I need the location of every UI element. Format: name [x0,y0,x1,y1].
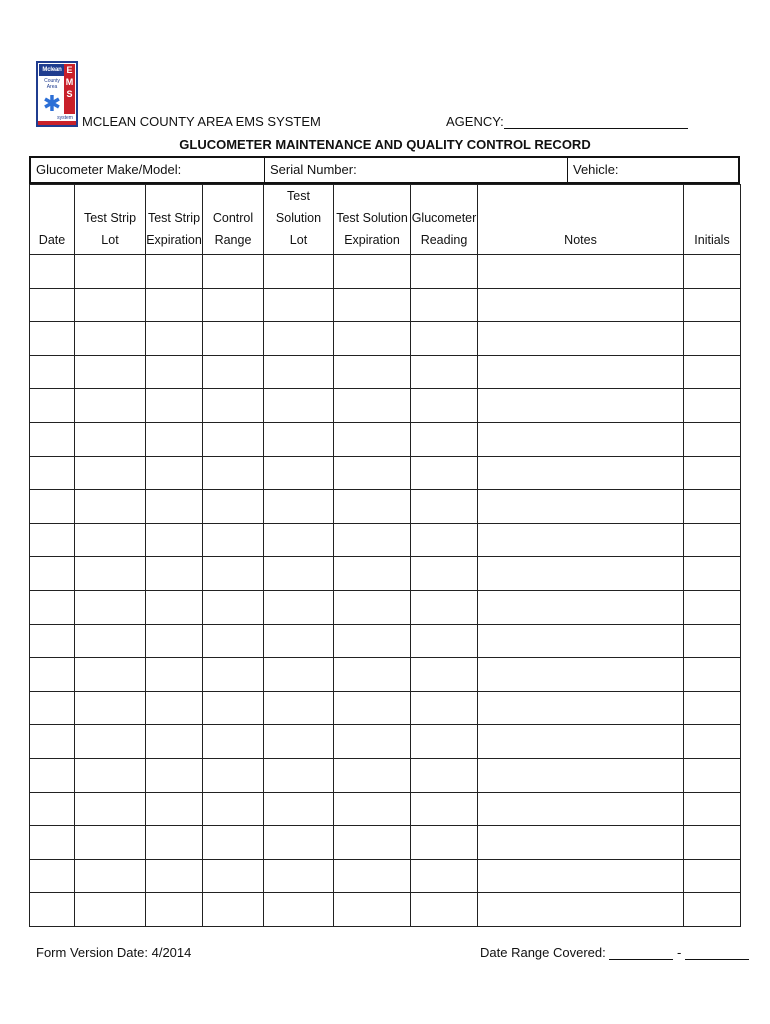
table-cell[interactable] [146,658,203,692]
table-cell[interactable] [478,826,684,860]
table-cell[interactable] [684,557,741,591]
table-cell[interactable] [478,725,684,759]
table-cell[interactable] [478,590,684,624]
table-cell[interactable] [334,288,411,322]
table-cell[interactable] [75,355,146,389]
table-cell[interactable] [30,792,75,826]
table-cell[interactable] [334,792,411,826]
table-cell[interactable] [478,490,684,524]
logo-ems-letters: E M S [64,64,75,114]
table-cell[interactable] [264,288,334,322]
table-row [30,590,741,624]
table-cell[interactable] [203,859,264,893]
table-cell[interactable] [30,322,75,356]
table-row [30,490,741,524]
make-model-field[interactable]: Glucometer Make/Model: [36,162,182,177]
table-cell[interactable] [203,456,264,490]
table-cell[interactable] [411,725,478,759]
table-cell[interactable] [684,490,741,524]
table-cell[interactable] [75,523,146,557]
table-cell[interactable] [684,288,741,322]
agency-label: AGENCY: [446,114,504,129]
table-cell[interactable] [146,691,203,725]
table-row [30,355,741,389]
table-cell[interactable] [334,826,411,860]
table-cell[interactable] [411,422,478,456]
agency-field[interactable] [446,114,688,129]
table-cell[interactable] [203,523,264,557]
table-cell[interactable] [30,456,75,490]
table-cell[interactable] [30,590,75,624]
table-row [30,893,741,927]
col-header-test-strip-expiration: Test Strip Expiration [146,185,203,255]
table-cell[interactable] [684,859,741,893]
table-cell[interactable] [264,859,334,893]
table-cell[interactable] [334,389,411,423]
table-cell[interactable] [478,422,684,456]
table-header-row [30,185,741,255]
table-cell[interactable] [264,456,334,490]
table-row [30,422,741,456]
table-cell[interactable] [264,490,334,524]
table-cell[interactable] [264,590,334,624]
table-cell[interactable] [411,859,478,893]
table-cell[interactable] [334,355,411,389]
qc-record-table [29,184,741,927]
ems-logo [36,61,78,127]
table-cell[interactable] [203,422,264,456]
table-cell[interactable] [203,355,264,389]
table-cell[interactable] [684,590,741,624]
table-cell[interactable] [146,288,203,322]
table-cell[interactable] [411,893,478,927]
table-cell[interactable] [203,557,264,591]
table-cell[interactable] [478,557,684,591]
table-row [30,792,741,826]
table-row [30,557,741,591]
page-title: GLUCOMETER MAINTENANCE AND QUALITY CONTROL RECORD [179,137,591,152]
organization-name: MCLEAN COUNTY AREA EMS SYSTEM [82,114,321,129]
col-header-test-solution-lot: Test Solution Lot [264,185,334,255]
table-cell[interactable] [203,758,264,792]
table-row [30,725,741,759]
table-cell[interactable] [146,893,203,927]
table-cell[interactable] [334,725,411,759]
date-range-covered [480,945,749,960]
table-cell[interactable] [146,590,203,624]
table-cell[interactable] [264,893,334,927]
table-cell[interactable] [684,725,741,759]
table-cell[interactable] [30,893,75,927]
table-cell[interactable] [30,658,75,692]
table-cell[interactable] [411,255,478,289]
table-cell[interactable] [264,792,334,826]
table-cell[interactable] [411,590,478,624]
table-row [30,456,741,490]
table-cell[interactable] [75,288,146,322]
table-cell[interactable] [334,255,411,289]
table-cell[interactable] [146,624,203,658]
table-cell[interactable] [684,355,741,389]
table-cell[interactable] [334,758,411,792]
table-row [30,322,741,356]
table-cell[interactable] [75,624,146,658]
table-cell[interactable] [30,389,75,423]
table-cell[interactable] [30,691,75,725]
date-range-label: Date Range Covered: [480,945,606,960]
table-cell[interactable] [684,255,741,289]
table-cell[interactable] [146,422,203,456]
table-cell[interactable] [684,826,741,860]
table-cell[interactable] [411,288,478,322]
table-cell[interactable] [203,658,264,692]
table-cell[interactable] [478,893,684,927]
table-cell[interactable] [264,826,334,860]
table-cell[interactable] [478,658,684,692]
table-cell[interactable] [30,725,75,759]
serial-number-field[interactable]: Serial Number: [264,158,567,182]
date-range-separator: - [677,945,682,960]
table-cell[interactable] [264,758,334,792]
table-cell[interactable] [478,322,684,356]
table-cell[interactable] [411,658,478,692]
table-cell[interactable] [264,725,334,759]
table-cell[interactable] [684,624,741,658]
table-cell[interactable] [334,590,411,624]
table-cell[interactable] [146,826,203,860]
table-cell[interactable] [203,792,264,826]
table-cell[interactable] [478,255,684,289]
table-row [30,523,741,557]
star-of-life-icon: ✱ [42,91,62,116]
table-cell[interactable] [75,658,146,692]
table-cell[interactable] [75,456,146,490]
table-cell[interactable] [411,792,478,826]
table-row [30,624,741,658]
table-cell[interactable] [30,288,75,322]
table-cell[interactable] [478,859,684,893]
table-cell[interactable] [30,758,75,792]
table-cell[interactable] [264,322,334,356]
table-cell[interactable] [264,691,334,725]
table-cell[interactable] [75,826,146,860]
table-cell[interactable] [146,355,203,389]
table-cell[interactable] [203,590,264,624]
table-row [30,288,741,322]
table-cell[interactable] [411,490,478,524]
table-cell[interactable] [478,758,684,792]
table-cell[interactable] [264,624,334,658]
table-cell[interactable] [146,490,203,524]
table-cell[interactable] [30,490,75,524]
col-header-test-strip-lot: Test Strip Lot [75,185,146,255]
table-cell[interactable] [334,624,411,658]
table-row [30,826,741,860]
logo-foot-text: system [57,115,73,121]
table-cell[interactable] [478,523,684,557]
table-cell[interactable] [146,557,203,591]
table-cell[interactable] [75,557,146,591]
form-version-date: Form Version Date: 4/2014 [36,945,192,960]
table-cell[interactable] [334,523,411,557]
table-cell[interactable] [203,389,264,423]
table-cell[interactable] [203,725,264,759]
table-cell[interactable] [684,322,741,356]
table-cell[interactable] [411,389,478,423]
logo-top-text: Mclean [39,64,65,76]
table-cell[interactable] [684,389,741,423]
table-cell[interactable] [30,355,75,389]
table-cell[interactable] [75,893,146,927]
col-header-date: Date [30,185,75,255]
table-body [30,255,741,927]
table-cell[interactable] [30,826,75,860]
table-cell[interactable] [684,523,741,557]
table-cell[interactable] [146,758,203,792]
table-cell[interactable] [478,355,684,389]
table-cell[interactable] [411,523,478,557]
table-cell[interactable] [334,658,411,692]
table-cell[interactable] [146,255,203,289]
col-header-glucometer-reading: Glucometer Reading [411,185,478,255]
table-cell[interactable] [30,422,75,456]
table-cell[interactable] [203,893,264,927]
table-cell[interactable] [75,725,146,759]
table-cell[interactable] [146,456,203,490]
logo-sub-text: County Area [44,78,60,90]
table-cell[interactable] [203,826,264,860]
table-cell[interactable] [75,590,146,624]
device-info-bar [29,156,740,184]
table-cell[interactable] [264,389,334,423]
table-cell[interactable] [146,389,203,423]
table-cell[interactable] [30,523,75,557]
table-cell[interactable] [30,255,75,289]
table-cell[interactable] [264,658,334,692]
table-cell[interactable] [264,557,334,591]
vehicle-field[interactable]: Vehicle: [567,158,740,182]
table-cell[interactable] [203,288,264,322]
table-cell[interactable] [478,792,684,826]
table-row [30,691,741,725]
table-cell[interactable] [264,355,334,389]
table-row [30,859,741,893]
col-header-notes: Notes [478,185,684,255]
table-cell[interactable] [75,255,146,289]
date-range-start-blank[interactable] [609,947,673,960]
table-cell[interactable] [334,859,411,893]
table-cell[interactable] [478,624,684,658]
table-cell[interactable] [146,792,203,826]
table-cell[interactable] [411,758,478,792]
table-cell[interactable] [411,456,478,490]
table-cell[interactable] [75,422,146,456]
table-cell[interactable] [334,893,411,927]
table-cell[interactable] [684,691,741,725]
table-cell[interactable] [411,355,478,389]
table-cell[interactable] [478,288,684,322]
table-row [30,389,741,423]
table-cell[interactable] [334,691,411,725]
table-cell[interactable] [75,859,146,893]
table-cell[interactable] [411,624,478,658]
table-cell[interactable] [75,322,146,356]
table-cell[interactable] [684,758,741,792]
table-cell[interactable] [75,792,146,826]
table-cell[interactable] [30,859,75,893]
logo-bar [38,121,76,125]
table-cell[interactable] [334,490,411,524]
table-cell[interactable] [334,322,411,356]
table-cell[interactable] [411,826,478,860]
table-cell[interactable] [146,322,203,356]
table-cell[interactable] [203,255,264,289]
table-cell[interactable] [264,255,334,289]
table-cell[interactable] [684,658,741,692]
col-header-test-solution-expiration: Test Solution Expiration [334,185,411,255]
table-cell[interactable] [264,422,334,456]
table-cell[interactable] [203,322,264,356]
table-cell[interactable] [411,691,478,725]
col-header-control-range: Control Range [203,185,264,255]
table-cell[interactable] [684,893,741,927]
table-cell[interactable] [146,725,203,759]
table-cell[interactable] [203,624,264,658]
table-cell[interactable] [478,691,684,725]
table-cell[interactable] [478,389,684,423]
table-cell[interactable] [334,456,411,490]
table-cell[interactable] [264,523,334,557]
table-cell[interactable] [75,490,146,524]
table-cell[interactable] [411,322,478,356]
table-cell[interactable] [684,422,741,456]
table-row [30,255,741,289]
table-row [30,758,741,792]
table-cell[interactable] [334,557,411,591]
table-cell[interactable] [30,557,75,591]
table-cell[interactable] [203,691,264,725]
table-cell[interactable] [75,758,146,792]
table-cell[interactable] [146,523,203,557]
table-cell[interactable] [411,557,478,591]
date-range-end-blank[interactable] [685,947,749,960]
table-cell[interactable] [203,490,264,524]
table-cell[interactable] [478,456,684,490]
table-cell[interactable] [75,691,146,725]
table-cell[interactable] [684,456,741,490]
table-cell[interactable] [146,859,203,893]
col-header-initials: Initials [684,185,741,255]
table-cell[interactable] [30,624,75,658]
agency-blank-line[interactable] [504,116,688,129]
table-cell[interactable] [684,792,741,826]
table-row [30,658,741,692]
table-cell[interactable] [334,422,411,456]
table-cell[interactable] [75,389,146,423]
